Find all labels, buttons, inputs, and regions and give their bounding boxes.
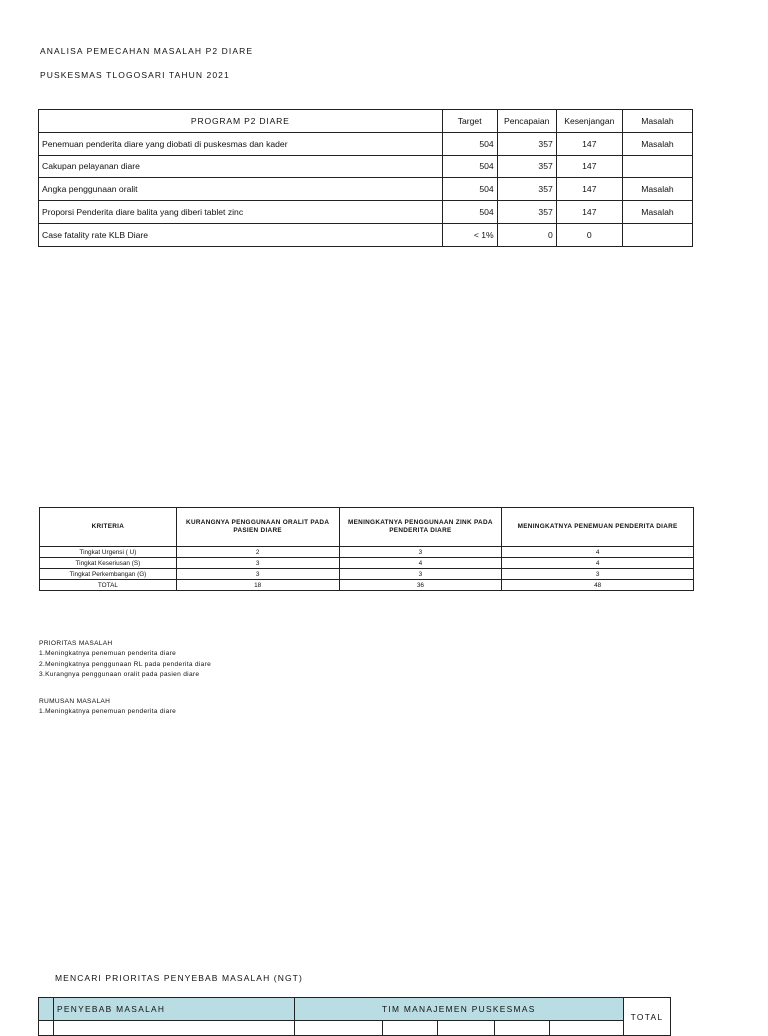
score-cell: 18 xyxy=(176,580,339,591)
header-masalah: Masalah xyxy=(622,110,692,133)
header-total: TOTAL xyxy=(623,998,670,1036)
score-cell: 4 xyxy=(502,558,694,569)
table-row xyxy=(40,547,694,558)
ngt-heading: MENCARI PRIORITAS PENYEBAB MASALAH (NGT) xyxy=(55,973,303,983)
table-row xyxy=(39,178,693,201)
score-cell: 3 xyxy=(176,569,339,580)
score-cell: 2 xyxy=(176,547,339,558)
score-cell: 36 xyxy=(339,580,502,591)
program-table xyxy=(38,109,693,247)
target-cell: 504 xyxy=(442,132,497,155)
header-oralit: KURANGNYA PENGGUNAAN ORALIT PADA PASIEN DIARE xyxy=(176,508,339,547)
cell xyxy=(383,1021,438,1036)
header-zink: MENINGKATNYA PENGGUNAAN ZINK PADA PENDERITA DIARE xyxy=(339,508,502,547)
table-row xyxy=(39,1021,671,1036)
kesenjangan-cell: 0 xyxy=(556,223,622,246)
pencapaian-cell: 357 xyxy=(497,201,556,224)
target-cell: 504 xyxy=(442,178,497,201)
masalah-cell xyxy=(622,155,692,178)
pencapaian-cell: 357 xyxy=(497,155,556,178)
kesenjangan-cell: 147 xyxy=(556,132,622,155)
header-penemuan: MENINGKATNYA PENEMUAN PENDERITA DIARE xyxy=(502,508,694,547)
pencapaian-cell: 0 xyxy=(497,223,556,246)
program-cell: Case fatality rate KLB Diare xyxy=(39,223,443,246)
masalah-cell: Masalah xyxy=(622,201,692,224)
program-cell: Penemuan penderita diare yang diobati di puskesmas dan kader xyxy=(39,132,443,155)
cell xyxy=(495,1021,550,1036)
table-row xyxy=(40,580,694,591)
masalah-cell: Masalah xyxy=(622,178,692,201)
table-row xyxy=(39,201,693,224)
score-cell: 3 xyxy=(176,558,339,569)
list-item: 1.Meningkatnya penemuan penderita diare xyxy=(39,708,177,716)
criteria-label: TOTAL xyxy=(40,580,177,591)
program-cell: Cakupan pelayanan diare xyxy=(39,155,443,178)
cell xyxy=(39,1021,54,1036)
table-row xyxy=(39,132,693,155)
cell xyxy=(294,1021,383,1036)
table-row xyxy=(40,569,694,580)
program-cell: Angka penggunaan oralit xyxy=(39,178,443,201)
program-table-header xyxy=(39,110,693,133)
target-cell: < 1% xyxy=(442,223,497,246)
ngt-table xyxy=(38,997,671,1036)
criteria-label: Tingkat Urgensi ( U) xyxy=(40,547,177,558)
cell xyxy=(53,1021,294,1036)
prioritas-heading: PRIORITAS MASALAH xyxy=(39,640,113,647)
prioritas-section xyxy=(39,639,211,680)
target-cell: 504 xyxy=(442,201,497,224)
list-item: 2.Meningkatnya penggunaan RL pada penderita diare xyxy=(39,660,212,668)
header-program: PROGRAM P2 DIARE xyxy=(39,110,443,133)
header-target: Target xyxy=(442,110,497,133)
header-pencapaian: Pencapaian xyxy=(497,110,556,133)
criteria-table xyxy=(39,507,694,591)
table-row xyxy=(39,155,693,178)
pencapaian-cell: 357 xyxy=(497,178,556,201)
target-cell: 504 xyxy=(442,155,497,178)
header-kriteria: KRITERIA xyxy=(40,508,177,547)
document-subtitle: PUSKESMAS TLOGOSARI TAHUN 2021 xyxy=(40,70,230,80)
cell xyxy=(550,1021,624,1036)
kesenjangan-cell: 147 xyxy=(556,178,622,201)
criteria-table-header xyxy=(40,508,694,547)
score-cell: 48 xyxy=(502,580,694,591)
program-cell: Proporsi Penderita diare balita yang diberi tablet zinc xyxy=(39,201,443,224)
ngt-table-header xyxy=(39,998,671,1021)
kesenjangan-cell: 147 xyxy=(556,155,622,178)
masalah-cell: Masalah xyxy=(622,132,692,155)
document-title: ANALISA PEMECAHAN MASALAH P2 DIARE xyxy=(40,46,254,56)
criteria-label: Tingkat Perkembangan (G) xyxy=(40,569,177,580)
kesenjangan-cell: 147 xyxy=(556,201,622,224)
list-item: 3.Kurangnya penggunaan oralit pada pasien diare xyxy=(39,670,200,678)
score-cell: 4 xyxy=(502,547,694,558)
table-row xyxy=(39,223,693,246)
header-kesenjangan: Kesenjangan xyxy=(556,110,622,133)
header-blank xyxy=(39,998,54,1021)
criteria-label: Tingkat Keseriusan (S) xyxy=(40,558,177,569)
header-penyebab: PENYEBAB MASALAH xyxy=(53,998,294,1021)
cell xyxy=(438,1021,495,1036)
score-cell: 3 xyxy=(339,547,502,558)
rumusan-section xyxy=(39,697,176,718)
masalah-cell xyxy=(622,223,692,246)
score-cell: 4 xyxy=(339,558,502,569)
score-cell: 3 xyxy=(339,569,502,580)
header-tim: TIM MANAJEMEN PUSKESMAS xyxy=(294,998,623,1021)
rumusan-heading: RUMUSAN MASALAH xyxy=(39,698,111,705)
table-row xyxy=(40,558,694,569)
list-item: 1.Meningkatnya penemuan penderita diare xyxy=(39,650,177,658)
score-cell: 3 xyxy=(502,569,694,580)
pencapaian-cell: 357 xyxy=(497,132,556,155)
